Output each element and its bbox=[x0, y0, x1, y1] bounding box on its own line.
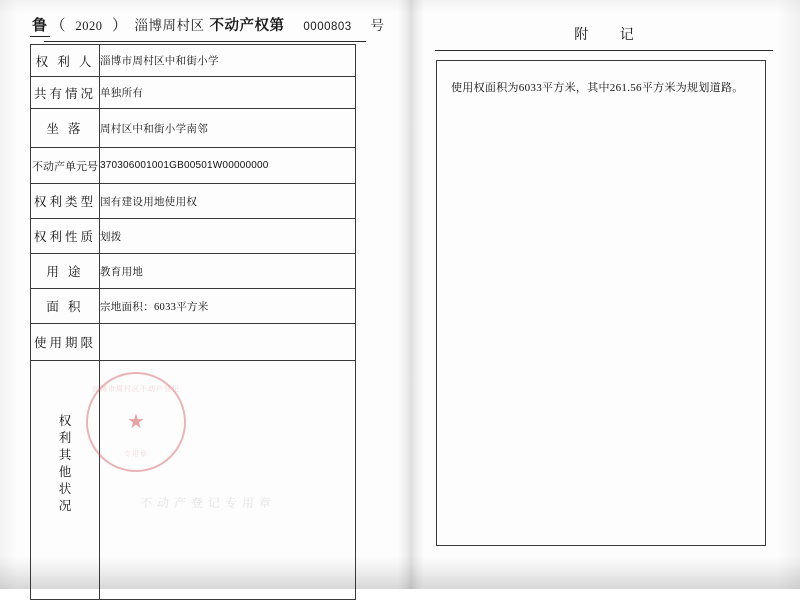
number-char: 号 bbox=[370, 18, 385, 33]
row-label-owner: 权 利 人 bbox=[31, 45, 100, 77]
certificate-left-page bbox=[30, 14, 385, 560]
watermark-text: 不动产登记专用章 bbox=[139, 496, 277, 510]
issue-year: 2020 bbox=[75, 19, 103, 33]
row-label-right-nature: 权利性质 bbox=[31, 219, 100, 254]
row-label-area: 面 积 bbox=[31, 289, 100, 324]
document-type: 不动产权第 bbox=[209, 18, 285, 34]
table-row bbox=[31, 184, 356, 219]
table-row bbox=[31, 109, 356, 148]
row-value-ownership-type: 单独所有 bbox=[100, 77, 356, 109]
row-value-area: 宗地面积：6033平方米 bbox=[100, 289, 356, 324]
row-value-right-type: 国有建设用地使用权 bbox=[100, 184, 356, 219]
property-info-table bbox=[30, 44, 356, 600]
table-row bbox=[31, 219, 356, 254]
row-value-term bbox=[100, 324, 356, 361]
header-underline bbox=[44, 41, 366, 42]
row-label-other-rights-text: 权利其他状况 bbox=[58, 414, 72, 513]
table-row bbox=[31, 45, 356, 77]
row-label-usage: 用 途 bbox=[31, 254, 100, 289]
serial-number: 0000803 bbox=[303, 21, 352, 33]
row-label-right-type: 权利类型 bbox=[31, 184, 100, 219]
row-label-term: 使用期限 bbox=[31, 324, 100, 361]
row-value-owner: 淄博市周村区中和街小学 bbox=[100, 45, 356, 77]
province-code: 鲁 bbox=[30, 14, 50, 37]
certificate-header bbox=[30, 14, 385, 44]
seal-bottom-text: 专用章 bbox=[124, 450, 148, 458]
close-paren: ） bbox=[112, 18, 128, 34]
page-bottom-shadow bbox=[0, 555, 800, 589]
row-label-ownership-type: 共有情况 bbox=[31, 77, 100, 109]
row-label-location: 坐 落 bbox=[31, 109, 100, 148]
table-row bbox=[31, 324, 356, 361]
table-row bbox=[31, 254, 356, 289]
appendix-note-text: 使用权面积为6033平方米，其中261.56平方米为规划道路。 bbox=[451, 82, 744, 94]
table-row bbox=[31, 77, 356, 109]
seal-star-icon: ★ bbox=[127, 411, 145, 433]
appendix-title-underline bbox=[435, 50, 773, 51]
row-label-unit-number: 不动产单元号 bbox=[31, 148, 100, 184]
appendix-title: 附 记 bbox=[574, 28, 648, 43]
table-row bbox=[31, 289, 356, 324]
book-gutter-shadow bbox=[398, 0, 424, 589]
open-paren: （ bbox=[50, 18, 67, 34]
appendix-note-box bbox=[436, 60, 766, 546]
region-name: 淄博周村区 bbox=[134, 18, 205, 33]
seal-top-text: 淄博市周村区不动产登记 bbox=[92, 385, 180, 393]
row-value-unit-number: 370306001001GB00501W00000000 bbox=[100, 148, 356, 184]
certificate-right-page bbox=[432, 14, 776, 560]
row-value-usage: 教育用地 bbox=[100, 254, 356, 289]
row-value-location: 周村区中和街小学南邻 bbox=[100, 109, 356, 148]
row-value-right-nature: 划拨 bbox=[100, 219, 356, 254]
table-row bbox=[31, 148, 356, 184]
